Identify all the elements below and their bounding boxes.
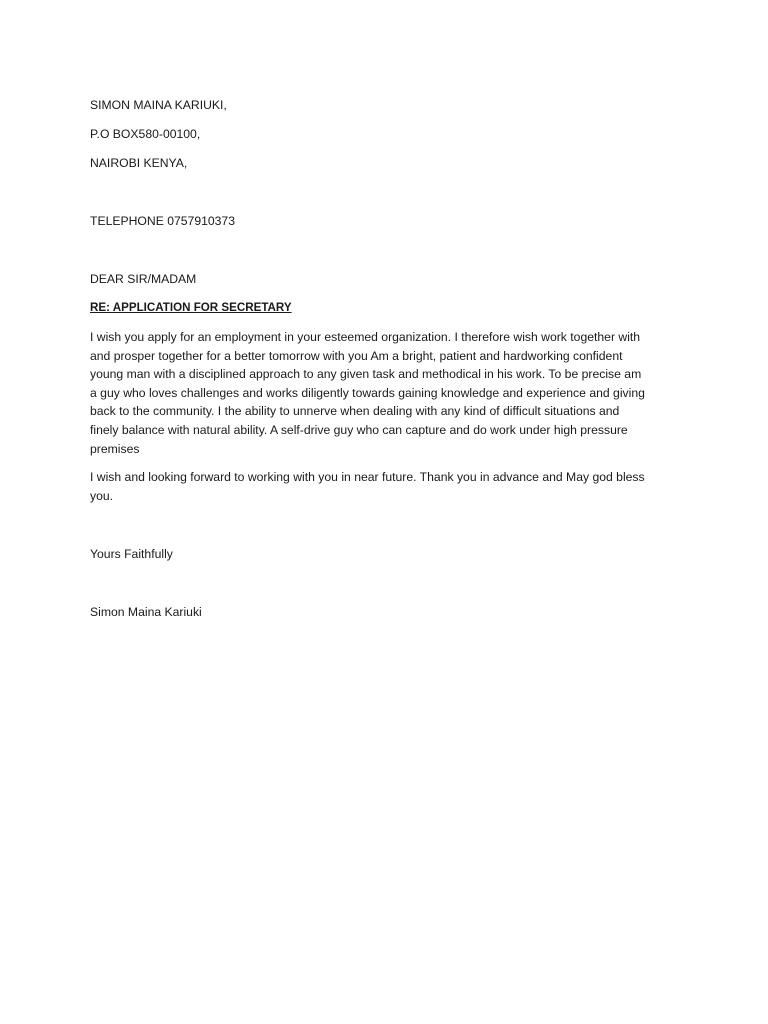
body-paragraph-1 bbox=[90, 328, 680, 458]
subject-line: RE: APPLICATION FOR SECRETARY bbox=[90, 301, 292, 314]
body-paragraph-1-line: young man with a disciplined approach to any given task and methodical in his work. To be precise am bbox=[90, 367, 642, 382]
body-paragraph-1-line: back to the community. I the ability to unnerve when dealing with any kind of difficult situations and bbox=[90, 404, 620, 419]
body-paragraph-1-line: premises bbox=[90, 441, 140, 456]
body-paragraph-2-line: you. bbox=[90, 488, 114, 503]
body-paragraph-2 bbox=[90, 468, 680, 505]
body-paragraph-1-line: a guy who loves challenges and works diligently towards gaining knowledge and experience and giving bbox=[90, 385, 645, 400]
salutation: DEAR SIR/MADAM bbox=[90, 272, 197, 286]
signature: Simon Maina Kariuki bbox=[90, 605, 202, 619]
address-line-1: P.O BOX580-00100, bbox=[90, 127, 201, 141]
body-paragraph-1-line: finely balance with natural ability. A self-drive guy who can capture and do work under high pressure bbox=[90, 422, 628, 437]
body-paragraph-1-line: and prosper together for a better tomorrow with you Am a bright, patient and hardworking confident bbox=[90, 348, 623, 363]
body-paragraph-1-line: I wish you apply for an employment in your esteemed organization. I therefore wish work together with bbox=[90, 330, 641, 344]
sender-name: SIMON MAINA KARIUKI, bbox=[90, 98, 227, 112]
body-paragraph-2-line: I wish and looking forward to working with you in near future. Thank you in advance and May god bless bbox=[90, 470, 645, 484]
telephone-line: TELEPHONE 0757910373 bbox=[90, 214, 235, 228]
closing: Yours Faithfully bbox=[90, 547, 173, 561]
address-line-2: NAIROBI KENYA, bbox=[90, 156, 188, 170]
